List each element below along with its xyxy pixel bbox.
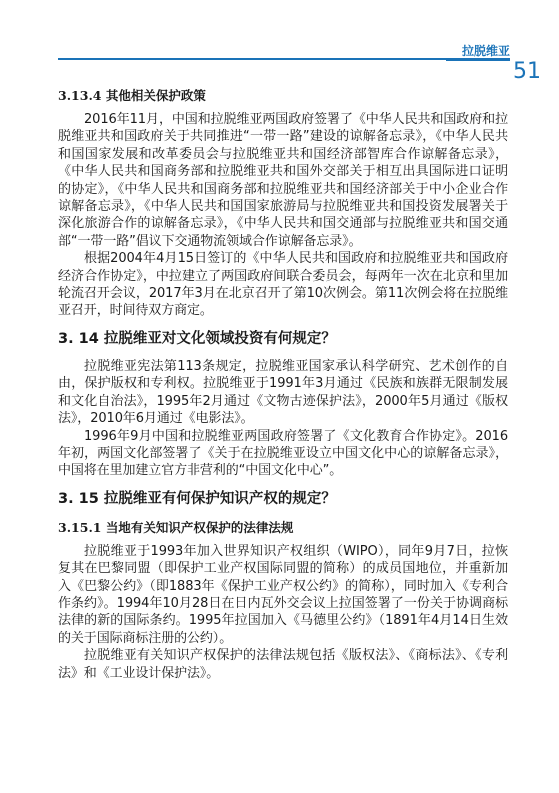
paragraph: 拉脱维亚于1993年加入世界知识产权组织（WIPO），同年9月7日，拉恢复其在巴黎同盟（即保护工业产权国际同盟的简称）的成员国地位，并重新加入《巴黎公约》（即1883年《保护工业产权公约》的简称），同时加入《专利合作条约》。1994年10月28日在日内瓦外交会议上拉国签署了一份关于协调商标法律的新的国际条约。1995年拉国加入《马德里公约》（1891年4月14日生效的关于国际商标注册的公约）。 <box>58 543 508 646</box>
paragraph: 根据2004年4月15日签订的《中华人民共和国政府和拉脱维亚共和国政府经济合作协定》，中拉建立了两国政府间联合委员会，每两年一次在北京和里加轮流召开会议，2017年3月在北京召开了第10次例会。第11次例会将在拉脱维亚召开，时间待双方商定。 <box>58 251 508 319</box>
header-accent-bar <box>446 60 510 61</box>
subsection-heading-3-13-4: 3.13.4 其他相关保护政策 <box>58 88 206 103</box>
section-heading-3-14: 3. 14 拉脱维亚对文化领域投资有何规定？ <box>58 330 336 347</box>
header-rule <box>58 58 510 60</box>
section-heading-3-15: 3. 15 拉脱维亚有何保护知识产权的规定？ <box>58 490 336 507</box>
paragraph: 拉脱维亚有关知识产权保护的法律法规包括《版权法》、《商标法》、《专利法》和《工业设计保护法》。 <box>58 648 508 681</box>
paragraph: 2016年11月，中国和拉脱维亚两国政府签署了《中华人民共和国政府和拉脱维亚共和国政府关于共同推进“一带一路”建设的谅解备忘录》，《中华人民共和国国家发展和改革委员会与拉脱维亚共和国经济部智库合作谅解备忘录》，《中华人民共和国商务部和拉脱维亚共和国外交部关于相互出具国际进口证明的协定》，《中华人民共和国商务部和拉脱维亚共和国经济部关于中小企业合作谅解备忘录》，《中华人民共和国国家旅游局与拉脱维亚共和国投资发展署关于深化旅游合作的谅解备忘录》，《中华人民共和国交通部与拉脱维亚共和国交通部“一带一路”倡议下交通物流领域合作谅解备忘录》。 <box>58 112 508 249</box>
page-number: 51 <box>513 59 541 84</box>
page-body <box>58 82 508 682</box>
subsection-heading-3-15-1: 3.15.1 当地有关知识产权保护的法律法规 <box>58 519 294 535</box>
running-header-title: 拉脱维亚 <box>461 44 510 58</box>
paragraph: 拉脱维亚宪法第113条规定，拉脱维亚国家承认科学研究、艺术创作的自由，保护版权和专利权。拉脱维亚于1991年3月通过《民族和族群无限制发展和文化自治法》，1995年2月通过《文物古迹保护法》，2000年5月通过《版权法》，2010年6月通过《电影法》。 <box>58 358 508 427</box>
paragraph: 1996年9月中国和拉脱维亚两国政府签署了《文化教育合作协定》。2016年初，两国文化部签署了《关于在拉脱维亚设立中国文化中心的谅解备忘录》，中国将在里加建立官方非营利的“中国文化中心”。 <box>58 428 508 479</box>
